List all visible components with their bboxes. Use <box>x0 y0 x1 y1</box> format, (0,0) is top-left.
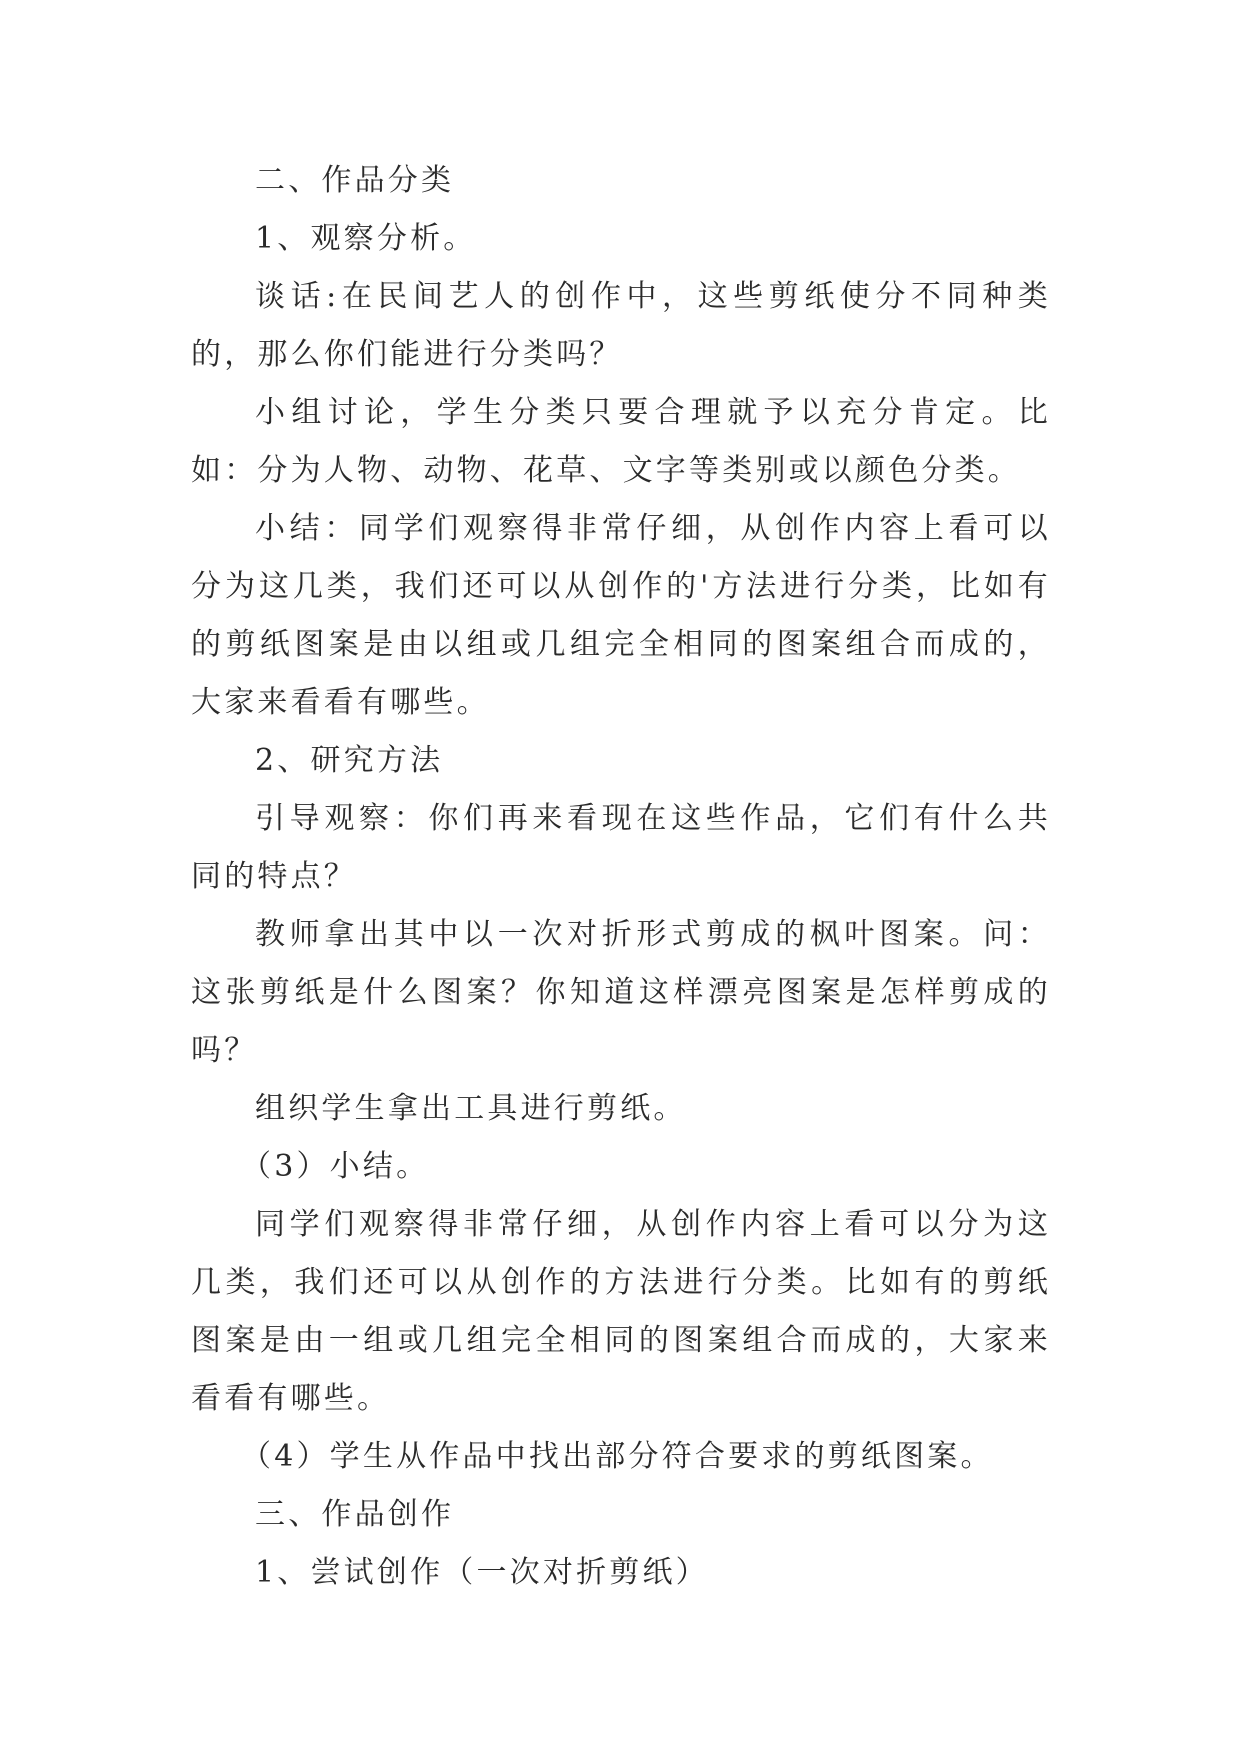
subheading-research-method: 2、研究方法 <box>255 743 444 778</box>
heading-creation: 三、作品创作 <box>255 1497 455 1532</box>
paragraph-organize-students: 组织学生拿出工具进行剪纸。 <box>255 1091 687 1126</box>
paragraph-summary: 小结：同学们观察得非常仔细，从创作内容上看可以分为这几类，我们还可以从创作的'方法进行分类，比如有的剪纸图案是由以组或几组完全相同的图案组合而成的，大家来看看有哪些。 <box>191 511 1051 720</box>
paragraph-talk: 谈话:在民间艺人的创作中，这些剪纸使分不同种类的，那么你们能进行分类吗？ <box>191 279 1051 372</box>
paragraph-group-discussion: 小组讨论，学生分类只要合理就予以充分肯定。比如：分为人物、动物、花草、文字等类别或以颜色分类。 <box>191 395 1051 488</box>
subheading-observe-analyze: 1、观察分析。 <box>255 221 477 256</box>
document-page <box>191 152 1051 1602</box>
paragraph-summary-detail: 同学们观察得非常仔细，从创作内容上看可以分为这几类，我们还可以从创作的方法进行分类。比如有的剪纸图案是由一组或几组完全相同的图案组合而成的，大家来看看有哪些。 <box>191 1207 1051 1416</box>
heading-classification: 二、作品分类 <box>255 163 455 198</box>
paragraph-find-patterns: （4）学生从作品中找出部分符合要求的剪纸图案。 <box>241 1439 994 1474</box>
paragraph-guided-observation: 引导观察：你们再来看现在这些作品，它们有什么共同的特点？ <box>191 801 1051 894</box>
subheading-try-creation: 1、尝试创作（一次对折剪纸） <box>255 1555 709 1590</box>
subheading-summary-3: （3）小结。 <box>241 1149 430 1184</box>
paragraph-teacher-demo: 教师拿出其中以一次对折形式剪成的枫叶图案。问：这张剪纸是什么图案？你知道这样漂亮图案是怎样剪成的吗？ <box>191 917 1051 1068</box>
